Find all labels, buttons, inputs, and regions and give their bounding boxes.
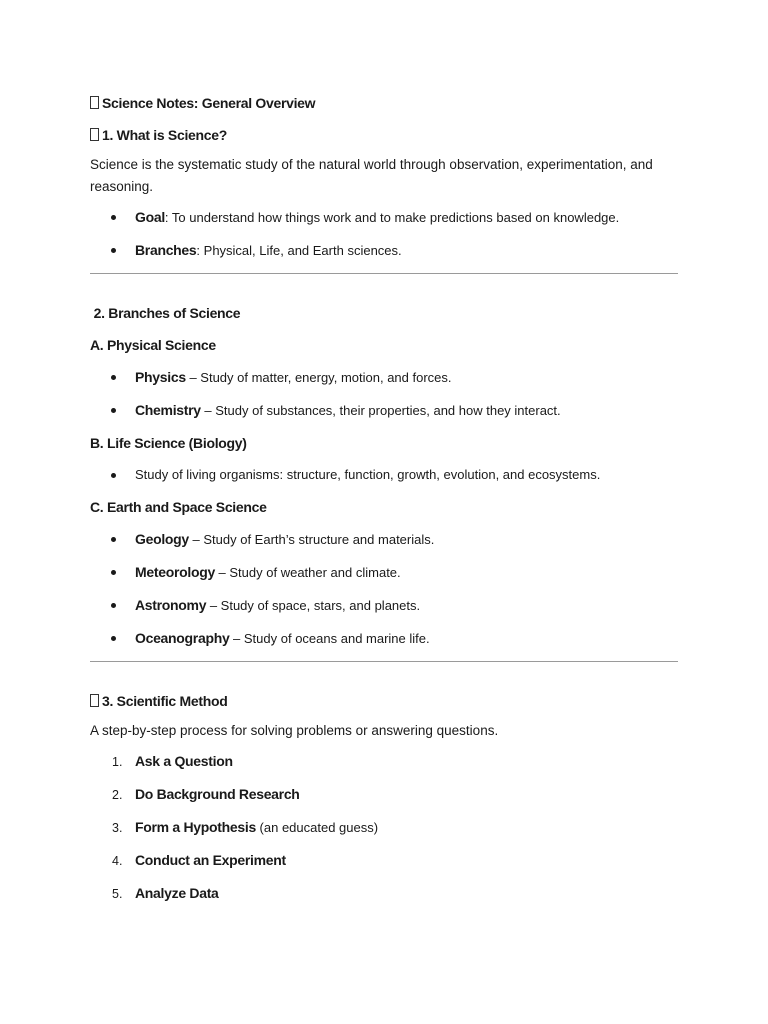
list-item: 4. Conduct an Experiment	[112, 852, 286, 868]
section-heading-what-is-science: 1. What is Science?	[90, 126, 678, 144]
section-intro-paragraph: Science is the systematic study of the natural world through observation, experimentation, and reasoning.	[90, 157, 653, 194]
section-intro-paragraph: A step-by-step process for solving problems or answering questions.	[90, 723, 499, 738]
bullet-icon	[111, 570, 116, 575]
bullet-list	[90, 368, 678, 420]
list-item: Study of living organisms: structure, function, growth, evolution, and ecosystems.	[90, 466, 678, 484]
list-item: Oceanography – Study of oceans and marine life.	[90, 629, 678, 648]
bullet-list	[90, 466, 678, 484]
list-item: 3. Form a Hypothesis (an educated guess)	[112, 819, 379, 835]
bullet-icon	[111, 537, 116, 542]
bullet-icon	[111, 636, 116, 641]
subsection-heading-life-science: B. Life Science (Biology)	[90, 435, 247, 451]
list-item: Chemistry – Study of substances, their properties, and how they interact.	[90, 401, 678, 420]
subsection-heading-physical-science: A. Physical Science	[90, 337, 216, 353]
bullet-icon	[111, 248, 116, 253]
bullet-icon	[111, 408, 116, 413]
list-item: Branches: Physical, Life, and Earth sciences.	[90, 241, 678, 260]
section-heading-scientific-method: 3. Scientific Method	[90, 692, 678, 710]
missing-glyph-icon	[90, 128, 99, 141]
bullet-list	[90, 530, 678, 648]
list-item: 1. Ask a Question	[112, 753, 233, 769]
bullet-icon	[111, 375, 116, 380]
missing-glyph-icon	[90, 96, 99, 109]
list-item: Goal: To understand how things work and to make predictions based on knowledge.	[90, 208, 678, 227]
list-item: 5. Analyze Data	[112, 885, 219, 901]
horizontal-divider	[90, 661, 678, 662]
list-item: 2. Do Background Research	[112, 786, 300, 802]
list-item: Astronomy – Study of space, stars, and planets.	[90, 596, 678, 615]
bullet-icon	[111, 473, 116, 478]
document-title: Science Notes: General Overview	[90, 94, 678, 112]
missing-glyph-icon	[90, 694, 99, 707]
horizontal-divider	[90, 273, 678, 274]
bullet-icon	[111, 215, 116, 220]
document-page	[90, 88, 678, 903]
list-item: Physics – Study of matter, energy, motion, and forces.	[90, 368, 678, 387]
list-item: Meteorology – Study of weather and climate.	[90, 563, 678, 582]
bullet-icon	[111, 603, 116, 608]
list-item: Geology – Study of Earth’s structure and materials.	[90, 530, 678, 549]
subsection-heading-earth-space-science: C. Earth and Space Science	[90, 499, 267, 515]
numbered-list	[90, 752, 678, 903]
bullet-list	[90, 208, 678, 260]
section-heading-branches: 2. Branches of Science	[90, 305, 241, 321]
